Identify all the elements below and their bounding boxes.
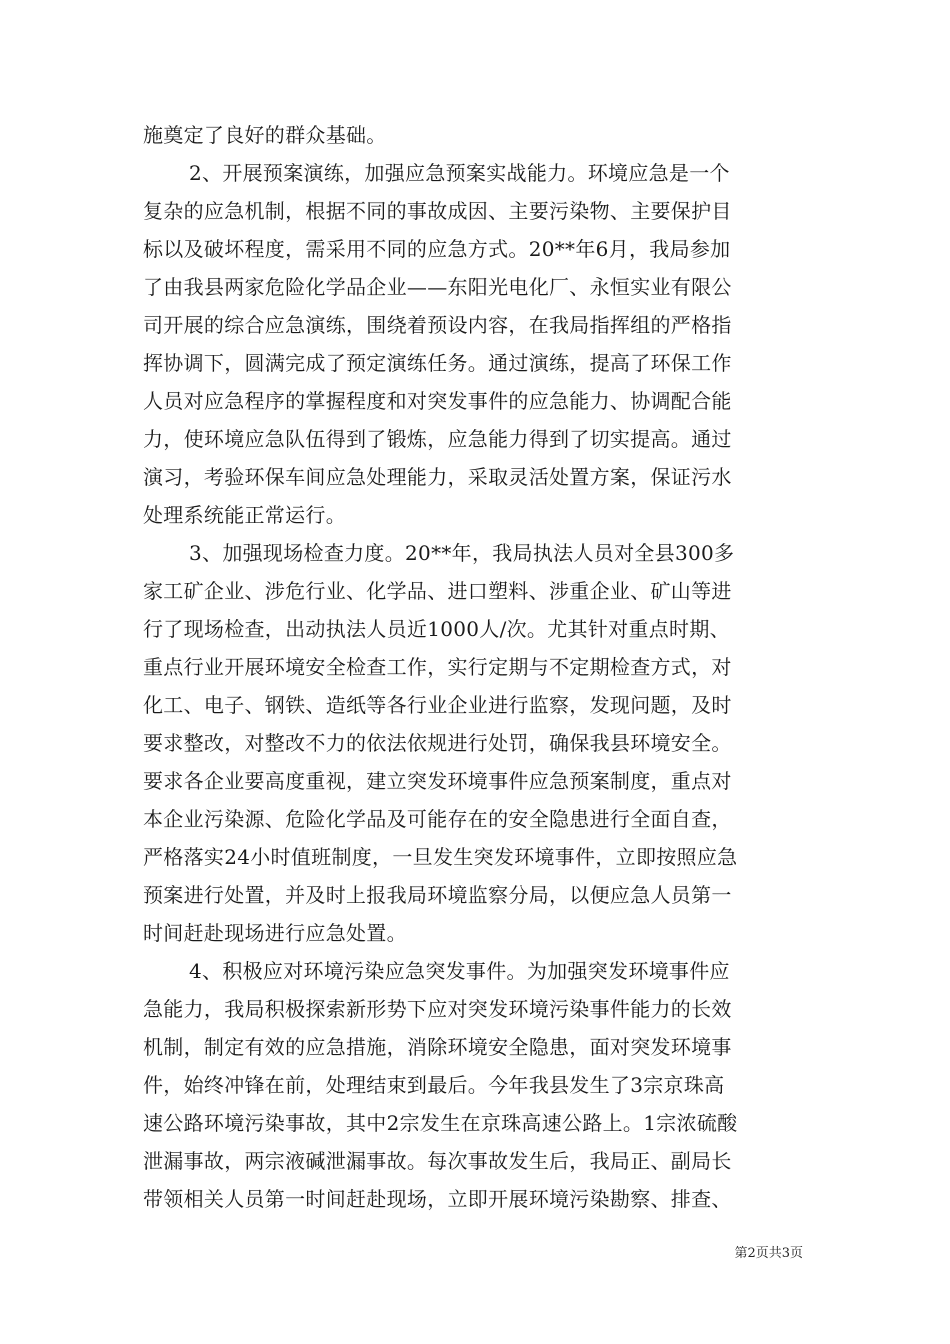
text-line: 件，始终冲锋在前，处理结束到最后。今年我县发生了3宗京珠高 [143, 1073, 725, 1097]
text-line: 机制，制定有效的应急措施，消除环境安全隐患，面对突发环境事 [143, 1035, 732, 1059]
text-line: 急能力，我局积极探索新形势下应对突发环境污染事件能力的长效 [143, 997, 732, 1021]
text-line: 严格落实24小时值班制度，一旦发生突发环境事件，立即按照应急 [143, 845, 738, 869]
text-line: 时间赶赴现场进行应急处置。 [143, 921, 407, 945]
text-line: 复杂的应急机制，根据不同的事故成因、主要污染物、主要保护目 [143, 199, 732, 223]
text-line: 家工矿企业、涉危行业、化学品、进口塑料、涉重企业、矿山等进 [143, 579, 732, 603]
text-line: 4、积极应对环境污染应急突发事件。为加强突发环境事件应 [189, 959, 730, 983]
text-line: 力，使环境应急队伍得到了锻炼，应急能力得到了切实提高。通过 [143, 427, 732, 451]
text-line: 施奠定了良好的群众基础。 [143, 123, 387, 147]
text-line: 泄漏事故，两宗液碱泄漏事故。每次事故发生后，我局正、副局长 [143, 1149, 732, 1173]
text-line: 本企业污染源、危险化学品及可能存在的安全隐患进行全面自查， [143, 807, 732, 831]
text-line: 2、开展预案演练，加强应急预案实战能力。环境应急是一个 [189, 161, 730, 185]
text-line: 司开展的综合应急演练，围绕着预设内容，在我局指挥组的严格指 [143, 313, 732, 337]
text-line: 要求整改，对整改不力的依法依规进行处罚，确保我县环境安全。 [143, 731, 732, 755]
text-line: 行了现场检查，出动执法人员近1000人/次。尤其针对重点时期、 [143, 617, 730, 641]
text-line: 标以及破坏程度，需采用不同的应急方式。20**年6月，我局参加 [143, 237, 731, 261]
text-line: 预案进行处置，并及时上报我局环境监察分局，以便应急人员第一 [143, 883, 732, 907]
text-line: 3、加强现场检查力度。20**年，我局执法人员对全县300多 [189, 541, 735, 565]
text-line: 要求各企业要高度重视，建立突发环境事件应急预案制度，重点对 [143, 769, 732, 793]
text-line: 挥协调下，圆满完成了预定演练任务。通过演练，提高了环保工作 [143, 351, 732, 375]
text-line: 了由我县两家危险化学品企业——东阳光电化厂、永恒实业有限公 [143, 275, 732, 299]
page-number-footer: 第2页共3页 [734, 1246, 803, 1261]
text-line: 速公路环境污染事故，其中2宗发生在京珠高速公路上。1宗浓硫酸 [143, 1111, 738, 1135]
text-line: 重点行业开展环境安全检查工作，实行定期与不定期检查方式，对 [143, 655, 732, 679]
text-line: 处理系统能正常运行。 [143, 503, 346, 527]
text-line: 人员对应急程序的掌握程度和对突发事件的应急能力、协调配合能 [143, 389, 732, 413]
text-line: 化工、电子、钢铁、造纸等各行业企业进行监察，发现问题，及时 [143, 693, 732, 717]
text-line: 演习，考验环保车间应急处理能力，采取灵活处置方案，保证污水 [143, 465, 732, 489]
text-line: 带领相关人员第一时间赶赴现场，立即开展环境污染勘察、排查、 [143, 1187, 732, 1211]
